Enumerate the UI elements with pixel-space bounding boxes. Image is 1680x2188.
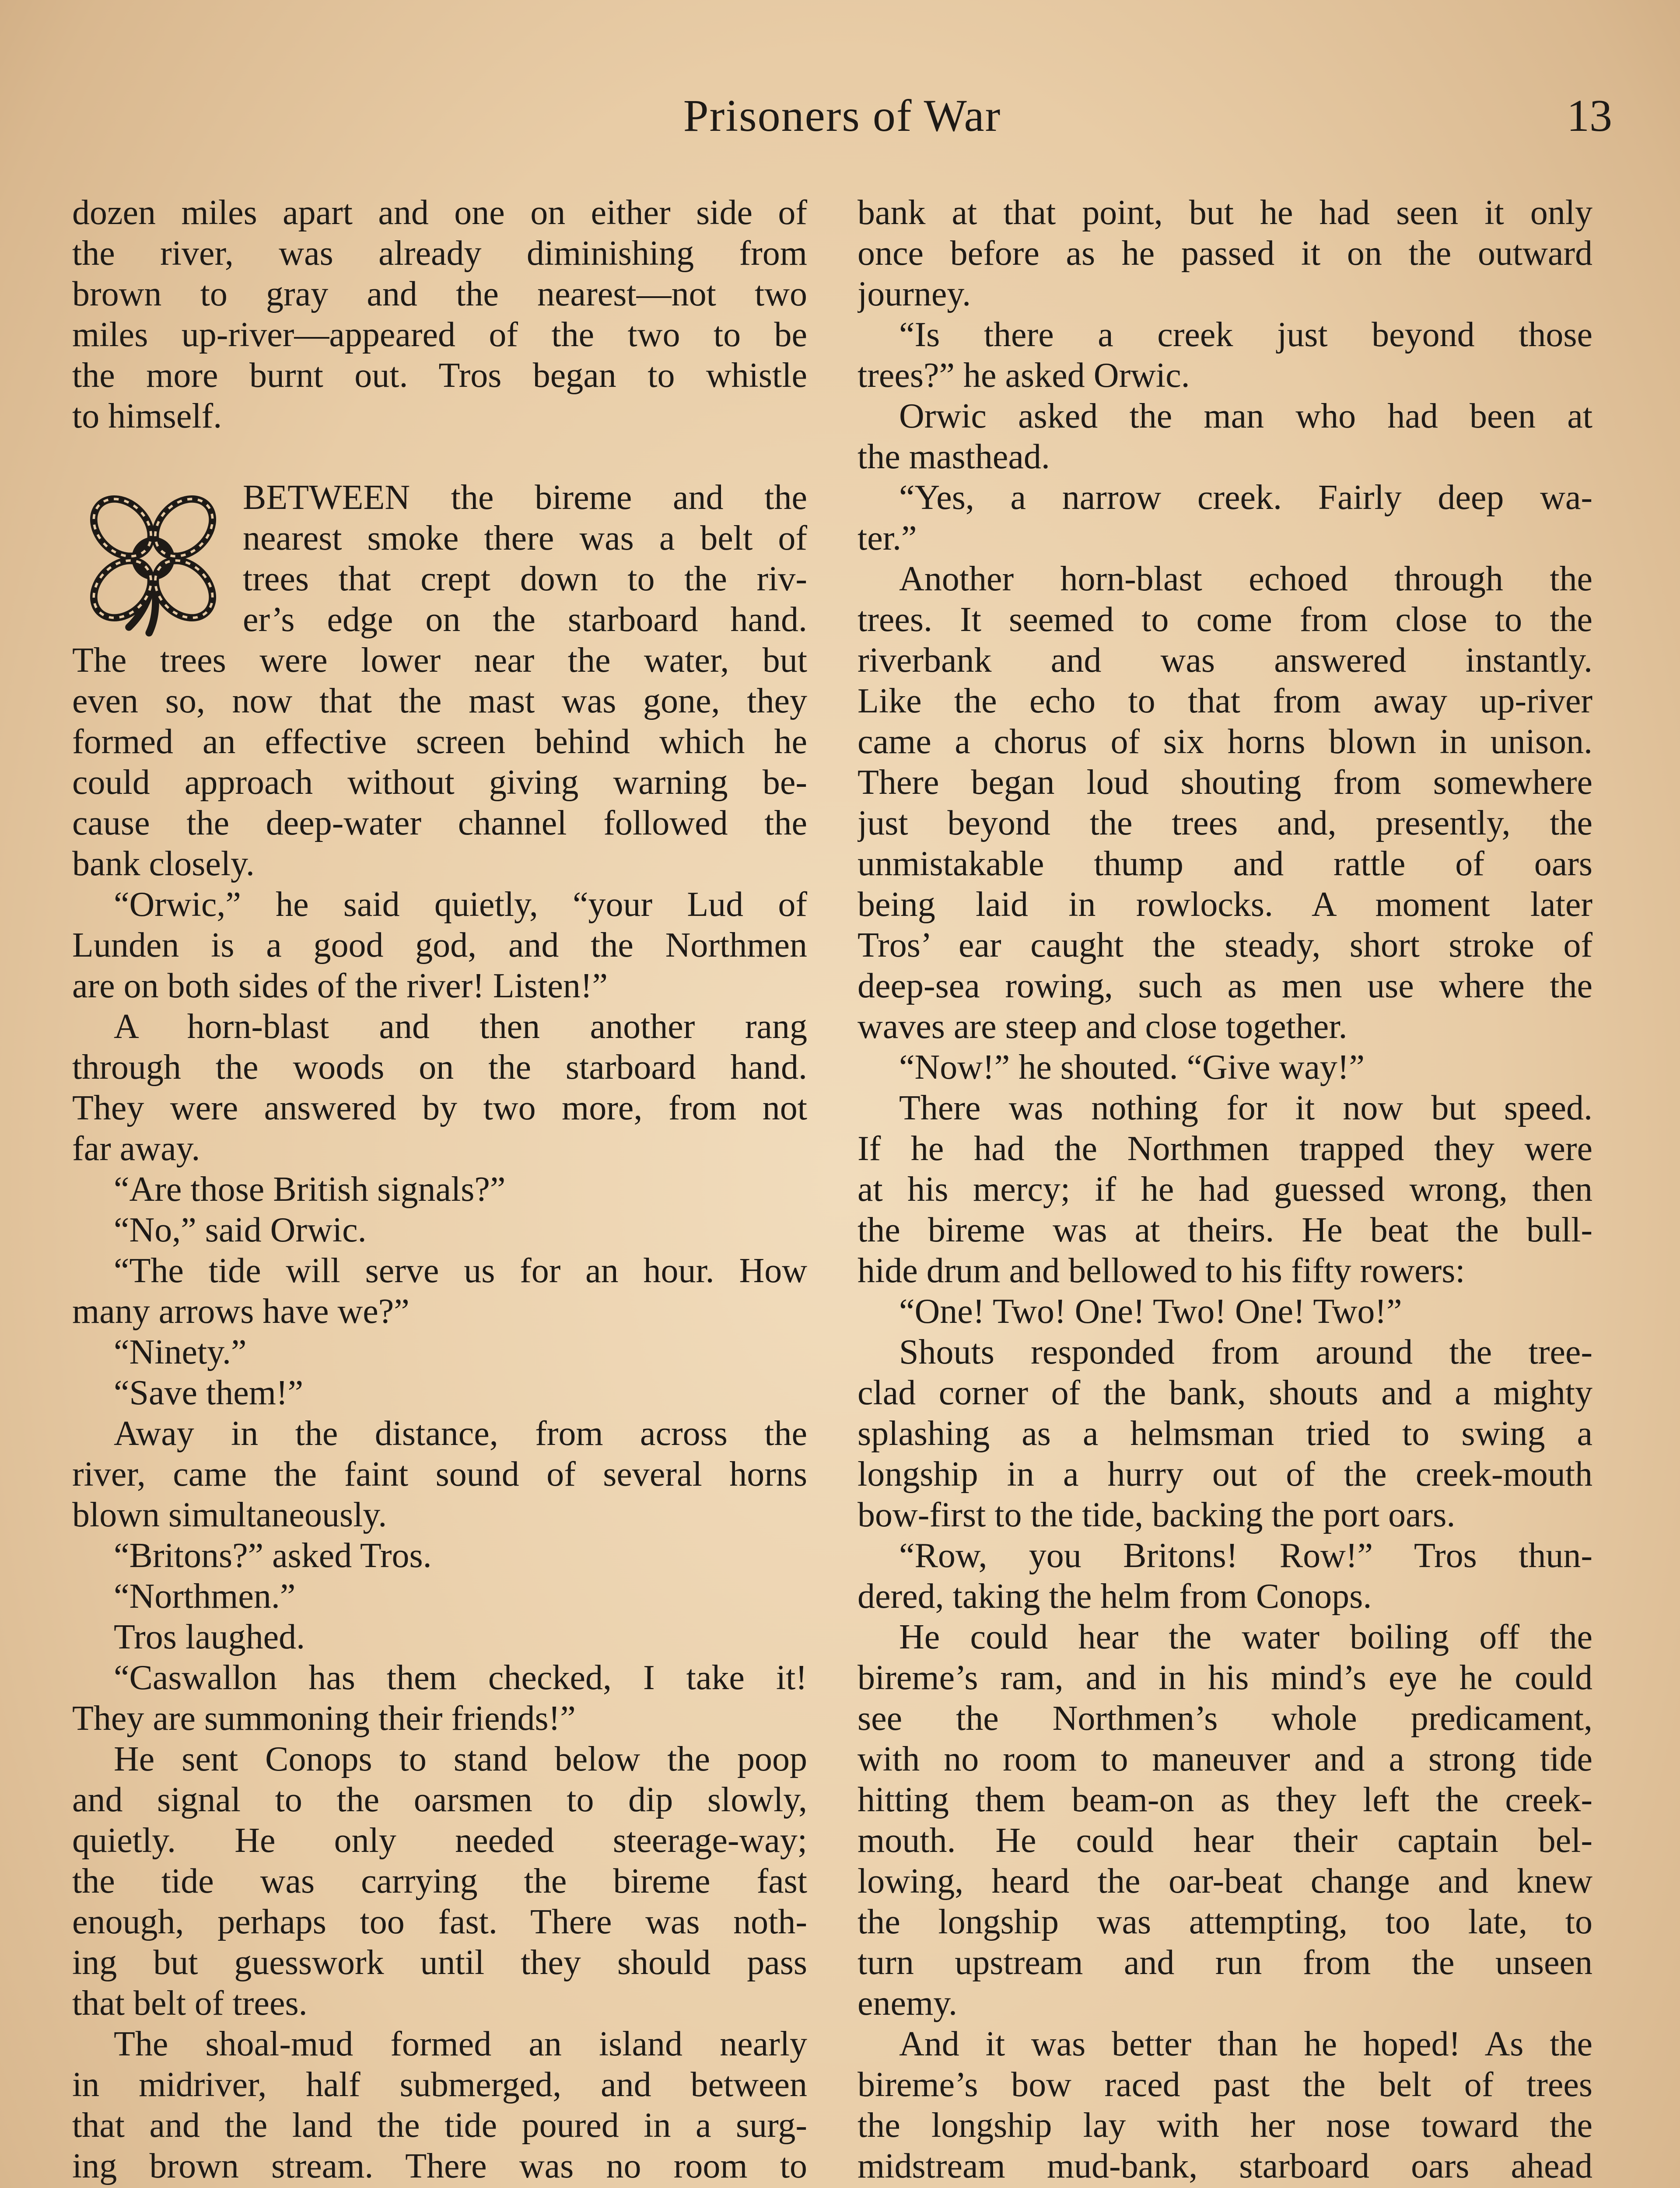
- text-line: in midriver, half submerged, and between: [72, 2065, 807, 2104]
- text-line: journey.: [858, 275, 971, 313]
- text-line: the bireme was at theirs. He beat the bull-: [858, 1211, 1592, 1249]
- text-line: that and the land the tide poured in a surg-: [72, 2106, 807, 2145]
- text-line: came a chorus of six horns blown in unison.: [858, 722, 1592, 761]
- text-line: er’s edge on the starboard hand.: [243, 600, 807, 639]
- text-line: brown to gray and the nearest—not two: [72, 275, 807, 313]
- text-line: Another horn-blast echoed through the: [899, 560, 1592, 598]
- text-line: Like the echo to that from away up-river: [858, 682, 1592, 720]
- text-line: Orwic asked the man who had been at: [899, 397, 1592, 435]
- text-line: A horn-blast and then another rang: [114, 1007, 807, 1046]
- text-line: The shoal-mud formed an island nearly: [114, 2025, 807, 2063]
- text-line: There was nothing for it now but speed.: [899, 1089, 1592, 1127]
- text-line: quietly. He only needed steerage-way;: [72, 1821, 807, 1860]
- text-line: “Northmen.”: [114, 1577, 296, 1616]
- text-line: Shouts responded from around the tree-: [899, 1333, 1592, 1371]
- text-line: trees. It seemed to come from close to the: [858, 600, 1592, 639]
- text-line: trees that crept down to the riv-: [243, 560, 807, 598]
- text-line: The trees were lower near the water, but: [72, 641, 807, 680]
- text-line: deep-sea rowing, such as men use where the: [858, 967, 1592, 1005]
- text-line: the more burnt out. Tros began to whistle: [72, 356, 807, 395]
- text-line: Tros laughed.: [114, 1618, 305, 1656]
- text-line: There began loud shouting from somewhere: [858, 763, 1592, 802]
- text-line: and signal to the oarsmen to dip slowly,: [72, 1781, 807, 1819]
- text-line: far away.: [72, 1129, 200, 1168]
- text-line: “Britons?” asked Tros.: [114, 1536, 432, 1575]
- text-line: “Yes, a narrow creek. Fairly deep wa-: [899, 478, 1592, 517]
- text-line: unmistakable thump and rattle of oars: [858, 845, 1592, 883]
- text-line: hitting them beam-on as they left the creek-: [858, 1781, 1592, 1819]
- text-line: being laid in rowlocks. A moment later: [858, 885, 1592, 924]
- text-line: lowing, heard the oar-beat change and knew: [858, 1862, 1592, 1900]
- text-line: bireme’s bow raced past the belt of trees: [858, 2065, 1592, 2104]
- text-line: are on both sides of the river! Listen!”: [72, 967, 608, 1005]
- text-line: mouth. He could hear their captain bel-: [858, 1821, 1592, 1860]
- text-line: bank at that point, but he had seen it only: [858, 193, 1592, 232]
- text-line: “Now!” he shouted. “Give way!”: [899, 1048, 1365, 1087]
- text-line: the masthead.: [858, 438, 1050, 476]
- text-line: He sent Conops to stand below the poop: [114, 1740, 807, 1778]
- text-line: even so, now that the mast was gone, they: [72, 682, 807, 720]
- text-line: that belt of trees.: [72, 1984, 308, 2023]
- left-column: [72, 193, 807, 2188]
- text-line: midstream mud-bank, starboard oars ahead: [858, 2147, 1592, 2185]
- text-line: trees?” he asked Orwic.: [858, 356, 1190, 395]
- text-line: the river, was already diminishing from: [72, 234, 807, 273]
- text-line: longship in a hurry out of the creek-mouth: [858, 1455, 1592, 1494]
- text-line: clad corner of the bank, shouts and a mighty: [858, 1374, 1592, 1412]
- text-line: the longship was attempting, too late, to: [858, 1903, 1592, 1941]
- text-line: enough, perhaps too fast. There was noth-: [72, 1903, 807, 1941]
- text-line: “Is there a creek just beyond those: [899, 316, 1592, 354]
- text-line: “No,” said Orwic.: [114, 1211, 367, 1249]
- text-line: dered, taking the helm from Conops.: [858, 1577, 1372, 1616]
- page-number: 13: [1567, 91, 1612, 141]
- right-column: [858, 193, 1592, 2188]
- text-line: cause the deep-water channel followed the: [72, 804, 807, 842]
- text-line: turn upstream and run from the unseen: [858, 1943, 1592, 1982]
- text-line: through the woods on the starboard hand.: [72, 1048, 807, 1087]
- text-line: waves are steep and close together.: [858, 1007, 1348, 1046]
- text-line: ter.”: [858, 519, 917, 558]
- text-line: splashing as a helmsman tried to swing a: [858, 1414, 1592, 1453]
- text-line: ing brown stream. There was no room to: [72, 2147, 807, 2185]
- text-line: riverbank and was answered instantly.: [858, 641, 1592, 680]
- text-line: He could hear the water boiling off the: [899, 1618, 1592, 1656]
- text-line: could approach without giving warning be-: [72, 763, 807, 802]
- text-line: see the Northmen’s whole predicament,: [858, 1699, 1592, 1738]
- text-line: the tide was carrying the bireme fast: [72, 1862, 807, 1900]
- text-line: And it was better than he hoped! As the: [899, 2025, 1592, 2063]
- text-line: dozen miles apart and one on either side of: [72, 193, 807, 232]
- text-line: miles up-river—appeared of the two to be: [72, 316, 807, 354]
- text-line: the longship lay with her nose toward the: [858, 2106, 1592, 2145]
- text-line: once before as he passed it on the outward: [858, 234, 1592, 273]
- text-line: “Row, you Britons! Row!” Tros thun-: [899, 1536, 1592, 1575]
- text-line: Lunden is a good god, and the Northmen: [72, 926, 807, 964]
- text-line: They are summoning their friends!”: [72, 1699, 576, 1738]
- text-line: at his mercy; if he had guessed wrong, then: [858, 1170, 1592, 1209]
- text-line: “Caswallon has them checked, I take it!: [114, 1659, 807, 1697]
- text-line: “Are those British signals?”: [114, 1170, 506, 1209]
- text-line: bow-first to the tide, backing the port oars.: [858, 1496, 1456, 1534]
- text-line: “One! Two! One! Two! One! Two!”: [899, 1292, 1402, 1331]
- text-line: If he had the Northmen trapped they were: [858, 1129, 1592, 1168]
- text-line: with no room to maneuver and a strong tide: [858, 1740, 1592, 1778]
- text-line: Away in the distance, from across the: [114, 1414, 807, 1453]
- text-line: bank closely.: [72, 845, 255, 883]
- text-line: “Ninety.”: [114, 1333, 247, 1371]
- text-line: enemy.: [858, 1984, 958, 2023]
- text-line: blown simultaneously.: [72, 1496, 387, 1534]
- text-line: bireme’s ram, and in his mind’s eye he could: [858, 1659, 1592, 1697]
- text-line: many arrows have we?”: [72, 1292, 410, 1331]
- text-line: ing but guesswork until they should pass: [72, 1943, 807, 1982]
- text-line: “Orwic,” he said quietly, “your Lud of: [114, 885, 807, 924]
- text-line: Tros’ ear caught the steady, short stroke of: [858, 926, 1592, 964]
- text-line: to himself.: [72, 397, 222, 435]
- text-line: nearest smoke there was a belt of: [243, 519, 807, 558]
- rope-knot-ornament-icon: [72, 477, 234, 639]
- section-break: [72, 437, 807, 477]
- text-line: river, came the faint sound of several horns: [72, 1455, 807, 1494]
- text-line: hide drum and bellowed to his fifty rowers:: [858, 1252, 1465, 1290]
- text-line: BETWEEN the bireme and the: [243, 478, 807, 517]
- text-line: “The tide will serve us for an hour. How: [114, 1252, 807, 1290]
- text-line: formed an effective screen behind which he: [72, 722, 807, 761]
- text-line: “Save them!”: [114, 1374, 304, 1412]
- text-line: just beyond the trees and, presently, the: [858, 804, 1592, 842]
- text-line: They were answered by two more, from not: [72, 1089, 807, 1127]
- page-header: [72, 90, 1612, 155]
- running-title: Prisoners of War: [683, 91, 1001, 141]
